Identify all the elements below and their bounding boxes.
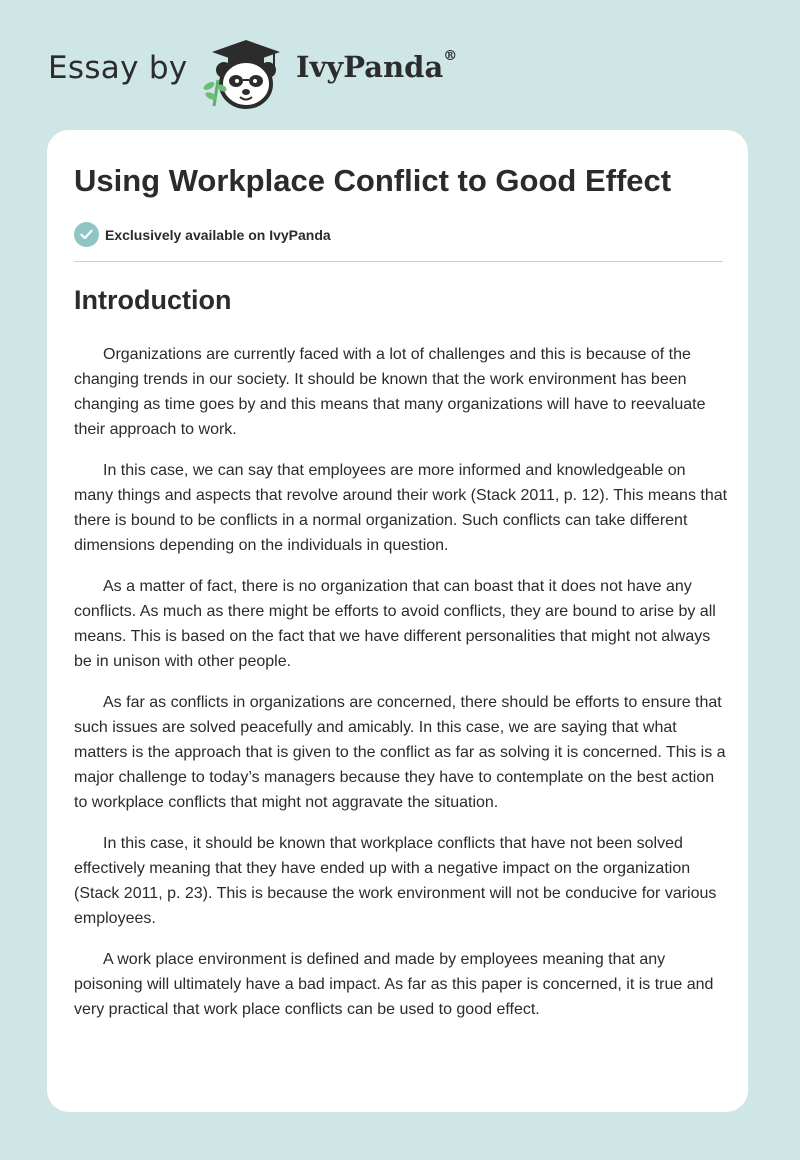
brand-text: IvyPanda (296, 50, 444, 84)
essay-card (47, 130, 748, 1112)
essay-title: Using Workplace Conflict to Good Effect (74, 163, 672, 198)
site-header (0, 0, 800, 130)
section-heading: Introduction (74, 285, 232, 315)
check-circle-icon (74, 222, 99, 247)
exclusive-badge-label: Exclusively available on IvyPanda (105, 226, 331, 243)
brand-name[interactable] (296, 50, 457, 84)
paragraph: In this case, we can say that employees are more informed and knowledgeable on many things and aspects that revolve around their work (Stack 2011, p. 12). This means that there is bound to be conflicts in a normal organization. Such conflicts can take different dimensions depending on the individuals in question. (74, 462, 728, 554)
paragraph: As a matter of fact, there is no organization that can boast that it does not have any conflicts. As much as there might be efforts to avoid conflicts, they are bound to arise by all means. This is based on the fact that we have different personalities that might not always be in unison with other people. (74, 578, 716, 670)
essay-by-label: Essay by (48, 50, 188, 86)
essay-body (74, 342, 729, 1038)
paragraph: Organizations are currently faced with a lot of challenges and this is because of the changing trends in our society. It should be known that the work environment has been changing as time goes by and this means that many organizations will have to reevaluate their approach to work. (74, 346, 706, 438)
paragraph: As far as conflicts in organizations are concerned, there should be efforts to ensure that such issues are solved peacefully and amicably. In this case, we are saying that what matters is the approach that is given to the conflict as far as solving it is concerned. This is a major challenge to today’s managers because they have to contemplate on the best action to workplace conflicts that might not aggravate the situation. (74, 694, 726, 811)
exclusive-badge (74, 222, 331, 247)
paragraph: A work place environment is defined and made by employees meaning that any poisoning will ultimately have a bad impact. As far as this paper is concerned, it is true and very practical that work place conflicts can be used to good effect. (74, 951, 714, 1018)
panda-graduate-icon[interactable] (200, 36, 286, 110)
title-divider (74, 261, 723, 262)
paragraph: In this case, it should be known that workplace conflicts that have not been solved effectively meaning that they have ended up with a negative impact on the organization (Stack 2011, p. 23). This is because the work environment will not be conducive for various employees. (74, 835, 717, 927)
registered-mark: ® (443, 48, 458, 64)
